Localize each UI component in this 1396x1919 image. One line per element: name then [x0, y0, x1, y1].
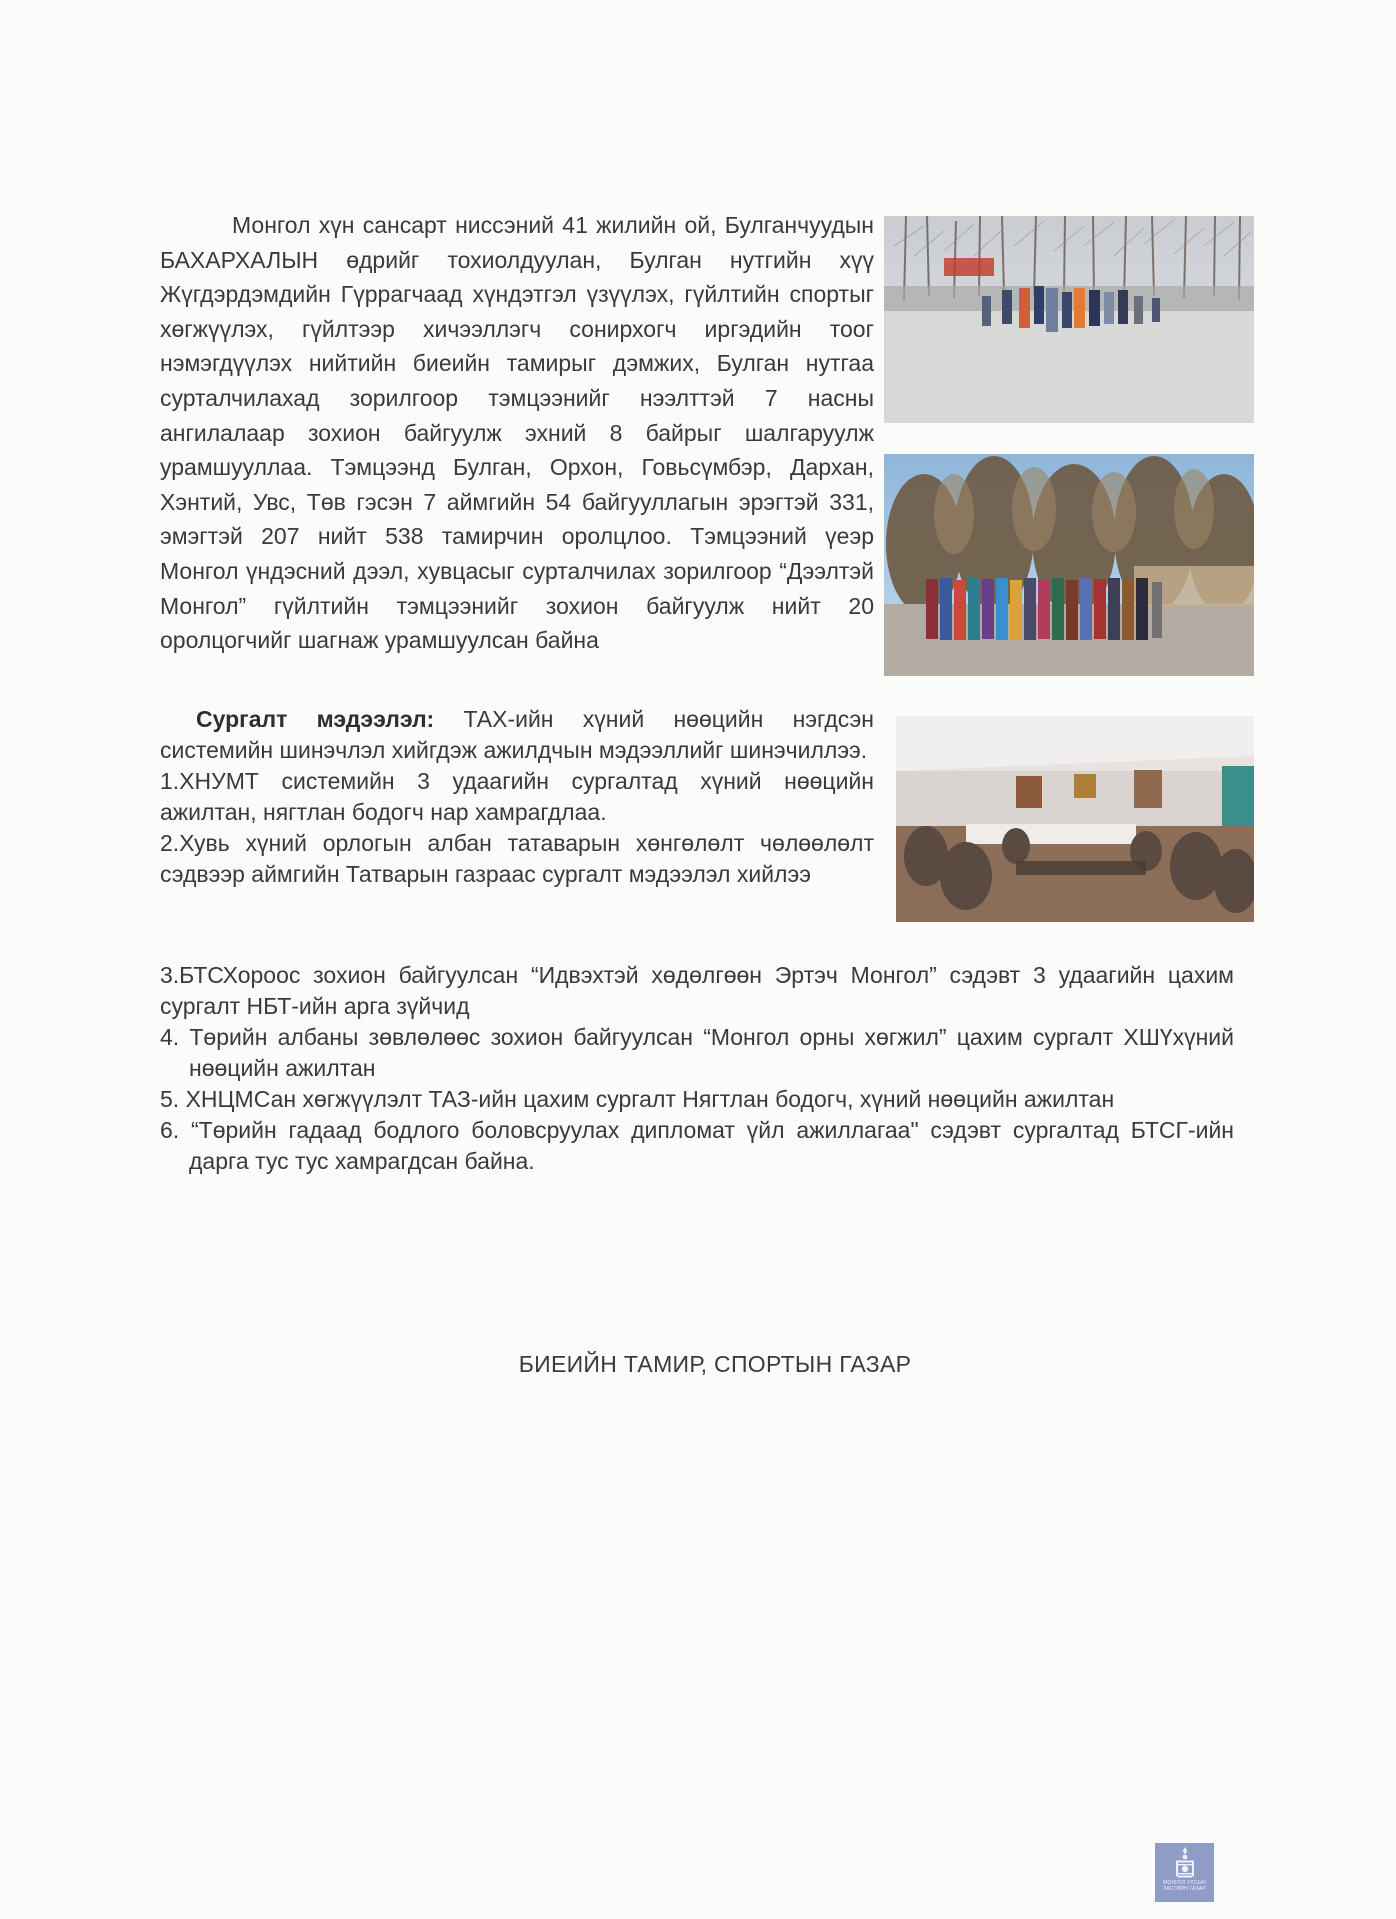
emblem-line-2: ЗАСГИЙН ГАЗАР — [1163, 1886, 1206, 1892]
deel-costume-group-photo — [884, 454, 1254, 676]
organization-signature: БИЕИЙН ТАМИР, СПОРТЫН ГАЗАР — [518, 1351, 912, 1377]
training-intro-text: ТАХ-ийн хүний нөөцийн нэгдсэн системийн шинэчлэл хийгдэж ажилдчын мэдээллийг шинэчиллээ. — [160, 706, 874, 763]
training-room-photo — [896, 716, 1254, 922]
training-item-5: 5. ХНЦМСан хөгжүүлэлт ТАЗ-ийн цахим сургалт Нягтлан бодогч, хүний нөөцийн ажилтан — [160, 1086, 1115, 1112]
training-item-1: 1.ХНУМТ системийн 3 удаагийн сургалтад хүний нөөцийн ажилтан, нягтлан бодогч нар хамрагдлаа. — [160, 768, 874, 825]
emblem-line-1: МОНГОЛ УЛСЫН — [1163, 1880, 1206, 1886]
marathon-paragraph: Монгол хүн сансарт ниссэний 41 жилийн ой, Булганчуудын БАХАРХАЛЫН өдрийг тохиолдуулан, Булган нутгийн хүү Жүгдэрдэмдийн Гүррагчаад хүндэтгэл үзүүлэх, гүйлтийн спортыг хөгжүүлэх, гүйлтээр хичээллэгч сонирхогч иргэдийн тоог нэмэгдүүлэх нийтийн биеийн тамирыг дэмжих, Булган нутгаа сурталчилахад зорилгоор тэмцээнийг нээлттэй 7 насны ангилалаар зохион байгуулж эхний 8 байрыг шалгаруулж урамшууллаа. Тэмцээнд Булган, Орхон, Говьсүмбэр, Дархан, Хэнтий, Увс, Төв гэсэн 7 аймгийн 54 байгууллагын эрэгтэй 331, эмэгтэй 207 нийт 538 тамирчин оролцлоо. Тэмцээний үеэр Монгол үндэсний дээл, хувцасыг сурталчилах зорилгоор “Дээлтэй Монгол” гүйлтийн тэмцээнийг зохион байгуулж нийт 20 оролцогчийг шагнаж урамшуулсан байна — [160, 212, 874, 654]
training-item-6: 6. “Төрийн гадаад бодлого боловсруулах дипломат үйл ажиллагаа" сэдэвт сургалтад БТСГ-ийн дарга тус тус хамрагдсан байна. — [160, 1117, 1234, 1174]
running-race-photo — [884, 216, 1254, 423]
soyombo-icon — [1174, 1846, 1196, 1880]
training-info-section — [160, 704, 874, 890]
training-item-3: 3.БТСХороос зохион байгуулсан “Идвэхтэй хөдөлгөөн Эртэч Монгол” сэдэвт 3 удаагийн цахим сургалт НБТ-ийн арга зүйчид — [160, 962, 1234, 1019]
government-emblem-stamp — [1155, 1843, 1214, 1902]
marathon-report-section — [160, 208, 874, 658]
training-item-2: 2.Хувь хүний орлогын албан татаварын хөнгөлөлт чөлөөлөлт сэдвээр аймгийн Татварын газраас сургалт мэдээлэл хийлээ — [160, 830, 874, 887]
training-list-continued — [160, 960, 1234, 1177]
training-item-4: 4. Төрийн албаны зөвлөлөөс зохион байгуулсан “Монгол орны хөгжил” цахим сургалт ХШҮхүний нөөцийн ажилтан — [160, 1024, 1234, 1081]
training-intro — [160, 704, 874, 766]
training-heading: Сургалт мэдээлэл: — [196, 706, 435, 732]
